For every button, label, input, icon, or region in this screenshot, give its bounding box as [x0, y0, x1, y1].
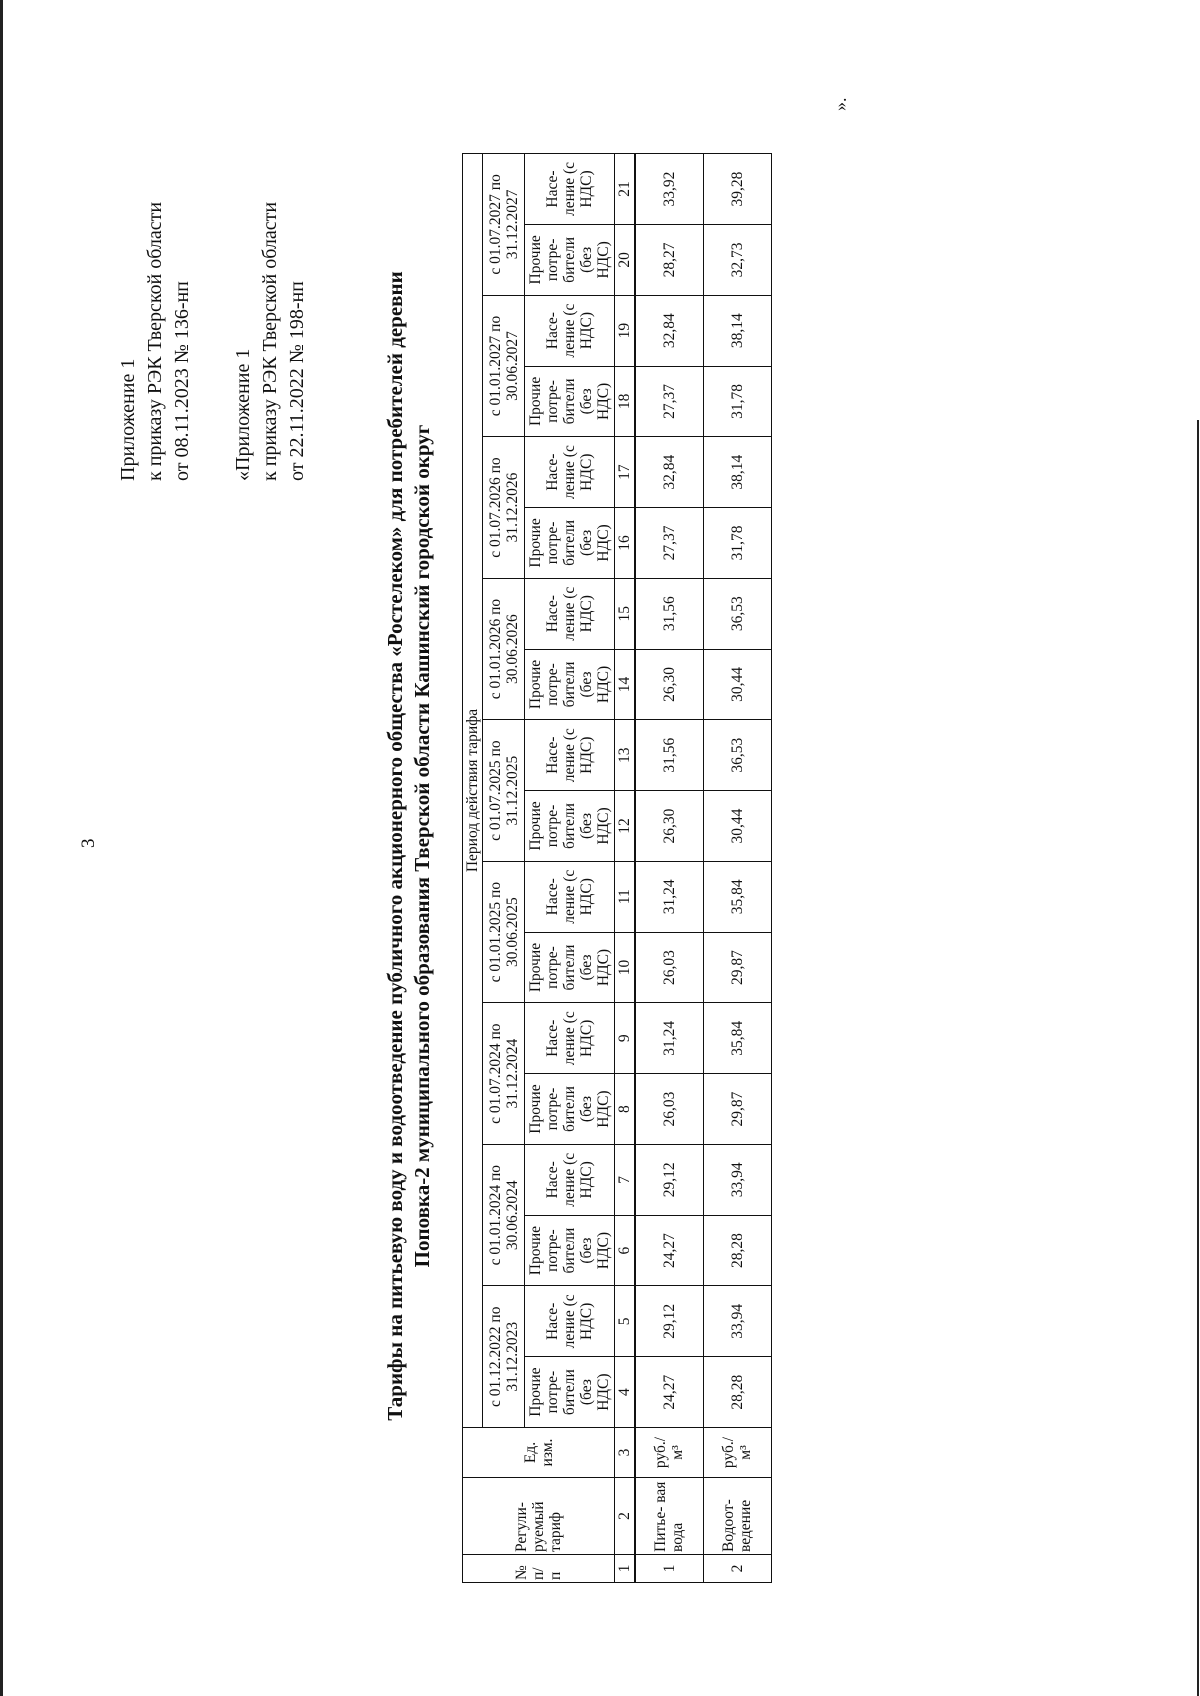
column-number: 15	[615, 578, 636, 649]
row-number: 2	[703, 1555, 771, 1583]
tariff-value: 27,37	[635, 508, 703, 579]
subheader-other-consumers: Прочие потре- бители (без НДС)	[525, 508, 615, 579]
column-number: 20	[615, 224, 636, 295]
row-number: 1	[635, 1555, 703, 1583]
period-header: с 01.07.2026 по 31.12.2026	[483, 437, 525, 579]
subheader-other-consumers: Прочие потре- бители (без НДС)	[525, 932, 615, 1003]
tariff-value: 38,14	[703, 437, 771, 508]
tariff-value: 32,84	[635, 295, 703, 366]
tariff-value: 26,30	[635, 649, 703, 720]
tariff-value: 29,12	[635, 1144, 703, 1215]
tariff-value: 30,44	[703, 649, 771, 720]
appendix-previous-line3: от 22.11.2022 № 198-нп	[286, 281, 308, 481]
header-period: Период действия тарифа	[463, 154, 483, 1428]
column-number: 19	[615, 295, 636, 366]
subheader-population: Насе- ление (с НДС)	[525, 720, 615, 791]
tariff-value: 31,78	[703, 508, 771, 579]
tariff-value: 24,27	[635, 1215, 703, 1286]
tariff-value: 26,30	[635, 791, 703, 862]
column-number: 4	[615, 1357, 636, 1428]
document-title-line1: Тарифы на питьевую воду и водоотведение публичного акционерного общества «Ростелеком» для потребителей деревни	[383, 271, 407, 1421]
period-header: с 01.07.2027 по 31.12.2027	[483, 154, 525, 296]
subheader-population: Насе- ление (с НДС)	[525, 154, 615, 225]
appendix-current	[115, 202, 196, 481]
appendix-previous-line1: «Приложение 1	[232, 348, 254, 481]
tariff-value: 39,28	[703, 154, 771, 225]
tariff-value: 33,92	[635, 154, 703, 225]
column-number: 12	[615, 791, 636, 862]
subheader-population: Насе- ление (с НДС)	[525, 1144, 615, 1215]
period-header: с 01.01.2027 по 30.06.2027	[483, 295, 525, 437]
row-tariff-name: Питье- вая вода	[635, 1478, 703, 1555]
appendix-current-line1: Приложение 1	[117, 358, 139, 481]
tariff-value: 24,27	[635, 1357, 703, 1428]
subheader-other-consumers: Прочие потре- бители (без НДС)	[525, 224, 615, 295]
column-number: 5	[615, 1286, 636, 1357]
column-number: 21	[615, 154, 636, 225]
column-number: 7	[615, 1144, 636, 1215]
subheader-other-consumers: Прочие потре- бители (без НДС)	[525, 366, 615, 437]
tariff-value: 29,12	[635, 1286, 703, 1357]
tariff-value: 32,84	[635, 437, 703, 508]
column-number: 8	[615, 1074, 636, 1145]
tariff-value: 31,56	[635, 720, 703, 791]
tariff-value: 27,37	[635, 366, 703, 437]
appendix-previous-line2: к приказу РЭК Тверской области	[259, 201, 281, 481]
column-number: 11	[615, 861, 636, 932]
period-header: с 01.01.2024 по 30.06.2024	[483, 1144, 525, 1286]
subheader-population: Насе- ление (с НДС)	[525, 861, 615, 932]
subheader-other-consumers: Прочие потре- бители (без НДС)	[525, 649, 615, 720]
tariff-value: 29,87	[703, 932, 771, 1003]
period-header: с 01.01.2025 по 30.06.2025	[483, 861, 525, 1003]
tariff-table	[462, 153, 772, 1583]
column-number: 6	[615, 1215, 636, 1286]
tariff-value: 35,84	[703, 1003, 771, 1074]
row-unit: руб./ м³	[635, 1428, 703, 1478]
tariff-value: 31,78	[703, 366, 771, 437]
tariff-value: 28,27	[635, 224, 703, 295]
row-tariff-name: Водоот- ведение	[703, 1478, 771, 1555]
closing-quote: ».	[830, 97, 850, 111]
header-tariff: Регули- руемый тариф	[463, 1478, 615, 1555]
header-number: № п/ п	[463, 1555, 615, 1583]
subheader-population: Насе- ление (с НДС)	[525, 578, 615, 649]
appendix-previous	[230, 202, 311, 481]
tariff-value: 26,03	[635, 1074, 703, 1145]
subheader-population: Насе- ление (с НДС)	[525, 1286, 615, 1357]
subheader-population: Насе- ление (с НДС)	[525, 1003, 615, 1074]
tariff-value: 30,44	[703, 791, 771, 862]
column-number: 14	[615, 649, 636, 720]
tariff-value: 29,87	[703, 1074, 771, 1145]
subheader-population: Насе- ление (с НДС)	[525, 295, 615, 366]
column-number: 2	[615, 1478, 636, 1555]
tariff-value: 38,14	[703, 295, 771, 366]
tariff-value: 28,28	[703, 1357, 771, 1428]
tariff-value: 36,53	[703, 720, 771, 791]
header-unit: Ед. изм.	[463, 1428, 615, 1478]
tariff-value: 33,94	[703, 1144, 771, 1215]
subheader-other-consumers: Прочие потре- бители (без НДС)	[525, 791, 615, 862]
tariff-value: 35,84	[703, 861, 771, 932]
subheader-population: Насе- ление (с НДС)	[525, 437, 615, 508]
tariff-value: 31,56	[635, 578, 703, 649]
column-number: 1	[615, 1555, 636, 1583]
document-title	[382, 116, 436, 1576]
tariff-value: 28,28	[703, 1215, 771, 1286]
column-number: 13	[615, 720, 636, 791]
period-header: с 01.12.2022 по 31.12.2023	[483, 1286, 525, 1428]
period-header: с 01.07.2025 по 31.12.2025	[483, 720, 525, 862]
tariff-value: 32,73	[703, 224, 771, 295]
column-number: 18	[615, 366, 636, 437]
tariff-value: 31,24	[635, 861, 703, 932]
column-number: 16	[615, 508, 636, 579]
subheader-other-consumers: Прочие потре- бители (без НДС)	[525, 1357, 615, 1428]
appendix-current-line3: от 08.11.2023 № 136-нп	[171, 281, 193, 481]
column-number: 17	[615, 437, 636, 508]
document-title-line2: Поповка-2 муниципального образования Тверской области Кашинский городской округ	[410, 424, 434, 1268]
appendix-current-line2: к приказу РЭК Тверской области	[144, 201, 166, 481]
tariff-value: 33,94	[703, 1286, 771, 1357]
period-header: с 01.07.2024 по 31.12.2024	[483, 1003, 525, 1145]
page-number: 3	[78, 838, 99, 848]
period-header: с 01.01.2026 по 30.06.2026	[483, 578, 525, 720]
tariff-value: 36,53	[703, 578, 771, 649]
subheader-other-consumers: Прочие потре- бители (без НДС)	[525, 1215, 615, 1286]
row-unit: руб./ м³	[703, 1428, 771, 1478]
tariff-value: 31,24	[635, 1003, 703, 1074]
subheader-other-consumers: Прочие потре- бители (без НДС)	[525, 1074, 615, 1145]
column-number: 10	[615, 932, 636, 1003]
tariff-value: 26,03	[635, 932, 703, 1003]
column-number: 3	[615, 1428, 636, 1478]
column-number: 9	[615, 1003, 636, 1074]
